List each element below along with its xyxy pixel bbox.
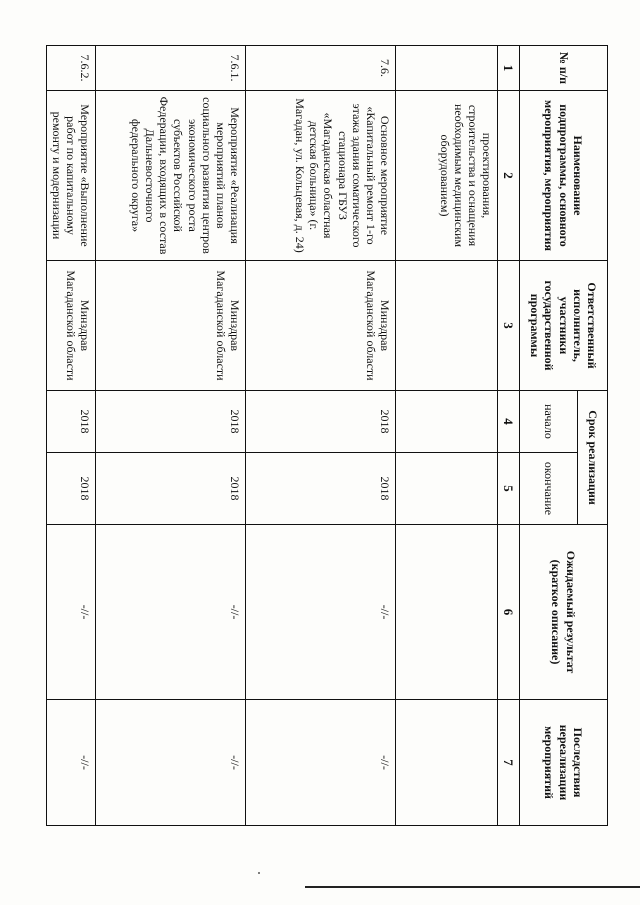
row-consequence (396, 700, 498, 826)
table-row (246, 46, 396, 826)
col-number: 6 (498, 525, 520, 700)
table-row (96, 46, 246, 826)
row-name: Мероприятие «Выполнение работ по капитальному ремонту и модернизации (46, 91, 95, 261)
header-term: Срок реализации (578, 391, 608, 525)
row-no: 7.6.1. (96, 46, 246, 91)
row-result: -//- (96, 525, 246, 700)
row-consequence: -//- (246, 700, 396, 826)
row-result: -//- (46, 525, 95, 700)
table-row (46, 46, 95, 826)
row-start (396, 391, 498, 453)
col-number: 5 (498, 453, 520, 525)
row-start: 2018 (46, 391, 95, 453)
row-consequence: -//- (46, 700, 95, 826)
row-end (396, 453, 498, 525)
row-name: проектирования, строительства и оснащения необходимым медицинским оборудованием) (396, 91, 498, 261)
row-consequence: -//- (96, 700, 246, 826)
row-result (396, 525, 498, 700)
header-start: начало (520, 391, 578, 453)
header-name: Наименование подпрограммы, основного мероприятия, мероприятия (520, 91, 608, 261)
col-number: 1 (498, 46, 520, 91)
header-row-1 (578, 46, 608, 826)
row-executor: Минздрав Магаданской области (246, 261, 396, 391)
col-number: 4 (498, 391, 520, 453)
row-no: 7.6. (246, 46, 396, 91)
rotated-sheet (48, 45, 608, 825)
header-end: окончание (520, 453, 578, 525)
row-executor: Минздрав Магаданской области (96, 261, 246, 391)
row-result: -//- (246, 525, 396, 700)
row-end: 2018 (246, 453, 396, 525)
column-numbers-row (498, 46, 520, 826)
scan-speck (258, 872, 260, 874)
row-start: 2018 (96, 391, 246, 453)
row-start: 2018 (246, 391, 396, 453)
row-end: 2018 (96, 453, 246, 525)
col-number: 3 (498, 261, 520, 391)
page-bottom-rule (305, 886, 640, 888)
row-executor (396, 261, 498, 391)
row-no: 7.6.2. (46, 46, 95, 91)
header-consequence: Последствия нереализации мероприятий (520, 700, 608, 826)
row-executor: Минздрав Магаданской области (46, 261, 95, 391)
header-executor: Ответственный исполнитель, участники государственной программы (520, 261, 608, 391)
row-name: Мероприятие «Реализация мероприятий планов социального развития центров экономического роста субъектов Российской Федерации, входящих в состав Дальневосточного федерального округа» (96, 91, 246, 261)
row-name: Основное мероприятие «Капитальный ремонт 1-го этажа здания соматического стационара ГБУЗ «Магаданская областная детская больница» (г. Магадан, ул. Кольцевая, д. 24) (246, 91, 396, 261)
row-end: 2018 (46, 453, 95, 525)
row-no (396, 46, 498, 91)
program-table (46, 45, 608, 826)
col-number: 7 (498, 700, 520, 826)
header-result: Ожидаемый результат (краткое описание) (520, 525, 608, 700)
table-row (396, 46, 498, 826)
header-no: № п/п (520, 46, 608, 91)
col-number: 2 (498, 91, 520, 261)
